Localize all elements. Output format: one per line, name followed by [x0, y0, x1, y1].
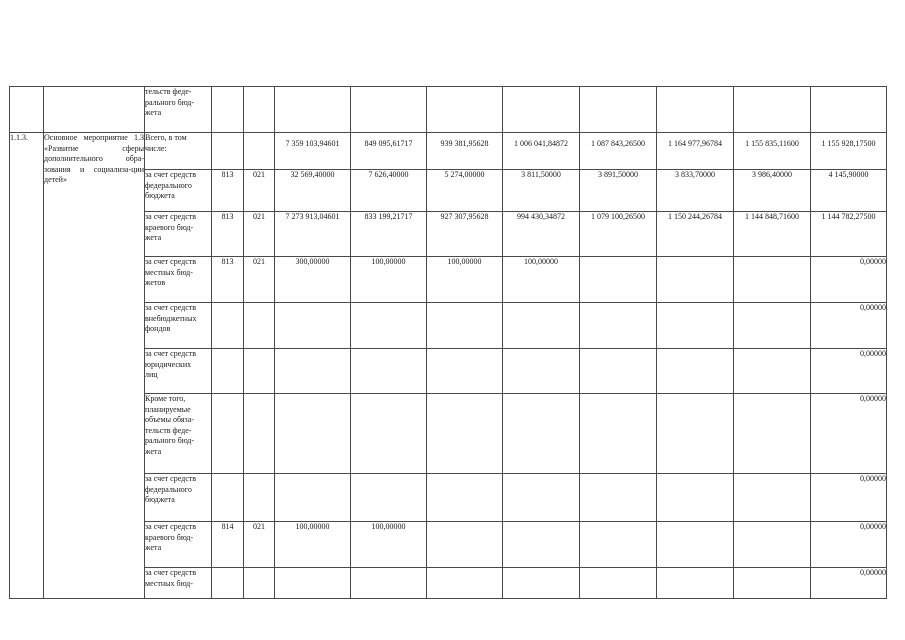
- funding-source: за счет средств местных бюд- жетов: [145, 257, 212, 303]
- grbs-code: [212, 87, 244, 133]
- funding-source: за счет средств юридических лиц: [145, 349, 212, 394]
- amount-year-5: [580, 257, 657, 303]
- amount-year-5: [580, 394, 657, 474]
- amount-year-4: [503, 568, 580, 599]
- amount-year-2: 100,00000: [351, 522, 427, 568]
- grbs-code: [212, 474, 244, 522]
- amount-year-2: [351, 568, 427, 599]
- grbs-code: 814: [212, 522, 244, 568]
- amount-year-5: [580, 303, 657, 349]
- program-name: Основное мероприятие 1.3 «Развитие сферы дополнительного обра-зования и социализа-ции детей»: [44, 133, 145, 599]
- amount-year-6: [657, 394, 734, 474]
- amount-year-6: [657, 87, 734, 133]
- amount-year-3: [427, 474, 503, 522]
- amount-year-5: [580, 522, 657, 568]
- amount-year-6: [657, 257, 734, 303]
- amount-year-6: 1 150 244,26784: [657, 212, 734, 257]
- funding-source: за счет средств краевого бюд- жета: [145, 212, 212, 257]
- amount-year-2: [351, 303, 427, 349]
- funding-source: за счет средств краевого бюд- жета: [145, 522, 212, 568]
- amount-year-4: [503, 474, 580, 522]
- funding-source: за счет средств федерального бюджета: [145, 474, 212, 522]
- budget-table: [9, 86, 887, 599]
- grbs-code: [212, 394, 244, 474]
- amount-year-8: [811, 87, 887, 133]
- page-bottom-rule: [9, 598, 886, 599]
- amount-year-3: 100,00000: [427, 257, 503, 303]
- amount-year-8: 0,00000: [811, 349, 887, 394]
- amount-year-1: 7 273 913,04601: [275, 212, 351, 257]
- amount-year-7: [734, 257, 811, 303]
- section-code: [244, 87, 275, 133]
- amount-year-1: [275, 303, 351, 349]
- amount-year-7: 1 155 835,11600: [734, 133, 811, 170]
- amount-year-4: [503, 394, 580, 474]
- amount-year-4: [503, 349, 580, 394]
- amount-year-7: [734, 394, 811, 474]
- section-code: [244, 394, 275, 474]
- amount-year-6: 1 164 977,96784: [657, 133, 734, 170]
- amount-year-5: 1 079 100,26500: [580, 212, 657, 257]
- amount-year-2: [351, 349, 427, 394]
- funding-source: за счет средств внебюджетных фондов: [145, 303, 212, 349]
- amount-year-8: 1 144 782,27500: [811, 212, 887, 257]
- amount-year-2: 849 095,61717: [351, 133, 427, 170]
- amount-year-2: [351, 394, 427, 474]
- grbs-code: 813: [212, 212, 244, 257]
- amount-year-1: [275, 394, 351, 474]
- amount-year-4: 100,00000: [503, 257, 580, 303]
- amount-year-7: [734, 522, 811, 568]
- grbs-code: [212, 303, 244, 349]
- section-code: 021: [244, 522, 275, 568]
- amount-year-7: [734, 474, 811, 522]
- amount-year-4: [503, 303, 580, 349]
- amount-year-6: [657, 568, 734, 599]
- program-code: 1.1.3.: [10, 133, 44, 599]
- amount-year-8: 0,00000: [811, 474, 887, 522]
- amount-year-6: 3 833,70000: [657, 170, 734, 212]
- amount-year-1: 7 359 103,94601: [275, 133, 351, 170]
- amount-year-4: [503, 522, 580, 568]
- amount-year-3: [427, 87, 503, 133]
- row-name-cell: [44, 87, 145, 133]
- funding-source: Всего, в том числе:: [145, 133, 212, 170]
- section-code: 021: [244, 170, 275, 212]
- grbs-code: [212, 133, 244, 170]
- amount-year-1: 100,00000: [275, 522, 351, 568]
- amount-year-3: 939 381,95628: [427, 133, 503, 170]
- amount-year-8: 0,00000: [811, 303, 887, 349]
- amount-year-5: 3 891,50000: [580, 170, 657, 212]
- amount-year-8: 4 145,90000: [811, 170, 887, 212]
- amount-year-7: 3 986,40000: [734, 170, 811, 212]
- section-code: [244, 474, 275, 522]
- amount-year-5: [580, 349, 657, 394]
- amount-year-2: [351, 474, 427, 522]
- amount-year-3: [427, 349, 503, 394]
- section-code: [244, 568, 275, 599]
- amount-year-7: [734, 568, 811, 599]
- amount-year-2: 833 199,21717: [351, 212, 427, 257]
- row-code-cell: [10, 87, 44, 133]
- amount-year-7: [734, 349, 811, 394]
- amount-year-4: [503, 87, 580, 133]
- funding-source: тельств феде- рального бюд- жета: [145, 87, 212, 133]
- amount-year-8: 0,00000: [811, 522, 887, 568]
- amount-year-2: 100,00000: [351, 257, 427, 303]
- amount-year-5: [580, 87, 657, 133]
- grbs-code: [212, 349, 244, 394]
- amount-year-1: 300,00000: [275, 257, 351, 303]
- funding-source: Кроме того, планируемые объемы обяза- тельств феде- рального бюд- жета: [145, 394, 212, 474]
- amount-year-6: [657, 474, 734, 522]
- section-code: [244, 133, 275, 170]
- amount-year-3: [427, 522, 503, 568]
- amount-year-1: [275, 474, 351, 522]
- amount-year-7: [734, 87, 811, 133]
- amount-year-2: 7 626,40000: [351, 170, 427, 212]
- amount-year-6: [657, 522, 734, 568]
- funding-source: за счет средств местных бюд-: [145, 568, 212, 599]
- amount-year-7: [734, 303, 811, 349]
- amount-year-3: 927 307,95628: [427, 212, 503, 257]
- amount-year-7: 1 144 848,71600: [734, 212, 811, 257]
- amount-year-8: 0,00000: [811, 257, 887, 303]
- amount-year-4: 1 006 041,84872: [503, 133, 580, 170]
- amount-year-8: 1 155 928,17500: [811, 133, 887, 170]
- section-code: 021: [244, 257, 275, 303]
- amount-year-6: [657, 303, 734, 349]
- amount-year-3: [427, 568, 503, 599]
- table-row: [10, 87, 887, 133]
- section-code: [244, 303, 275, 349]
- amount-year-3: [427, 394, 503, 474]
- amount-year-1: [275, 568, 351, 599]
- amount-year-1: [275, 87, 351, 133]
- amount-year-8: 0,00000: [811, 394, 887, 474]
- grbs-code: 813: [212, 257, 244, 303]
- grbs-code: 813: [212, 170, 244, 212]
- amount-year-4: 3 811,50000: [503, 170, 580, 212]
- funding-source: за счет средств федерального бюджета: [145, 170, 212, 212]
- amount-year-3: [427, 303, 503, 349]
- amount-year-6: [657, 349, 734, 394]
- amount-year-2: [351, 87, 427, 133]
- table-row: [10, 133, 887, 170]
- amount-year-5: [580, 474, 657, 522]
- amount-year-1: 32 569,40000: [275, 170, 351, 212]
- amount-year-5: [580, 568, 657, 599]
- amount-year-1: [275, 349, 351, 394]
- grbs-code: [212, 568, 244, 599]
- amount-year-5: 1 087 843,26500: [580, 133, 657, 170]
- table-body: [10, 87, 887, 599]
- amount-year-3: 5 274,00000: [427, 170, 503, 212]
- section-code: 021: [244, 212, 275, 257]
- amount-year-8: 0,00000: [811, 568, 887, 599]
- amount-year-4: 994 430,34872: [503, 212, 580, 257]
- section-code: [244, 349, 275, 394]
